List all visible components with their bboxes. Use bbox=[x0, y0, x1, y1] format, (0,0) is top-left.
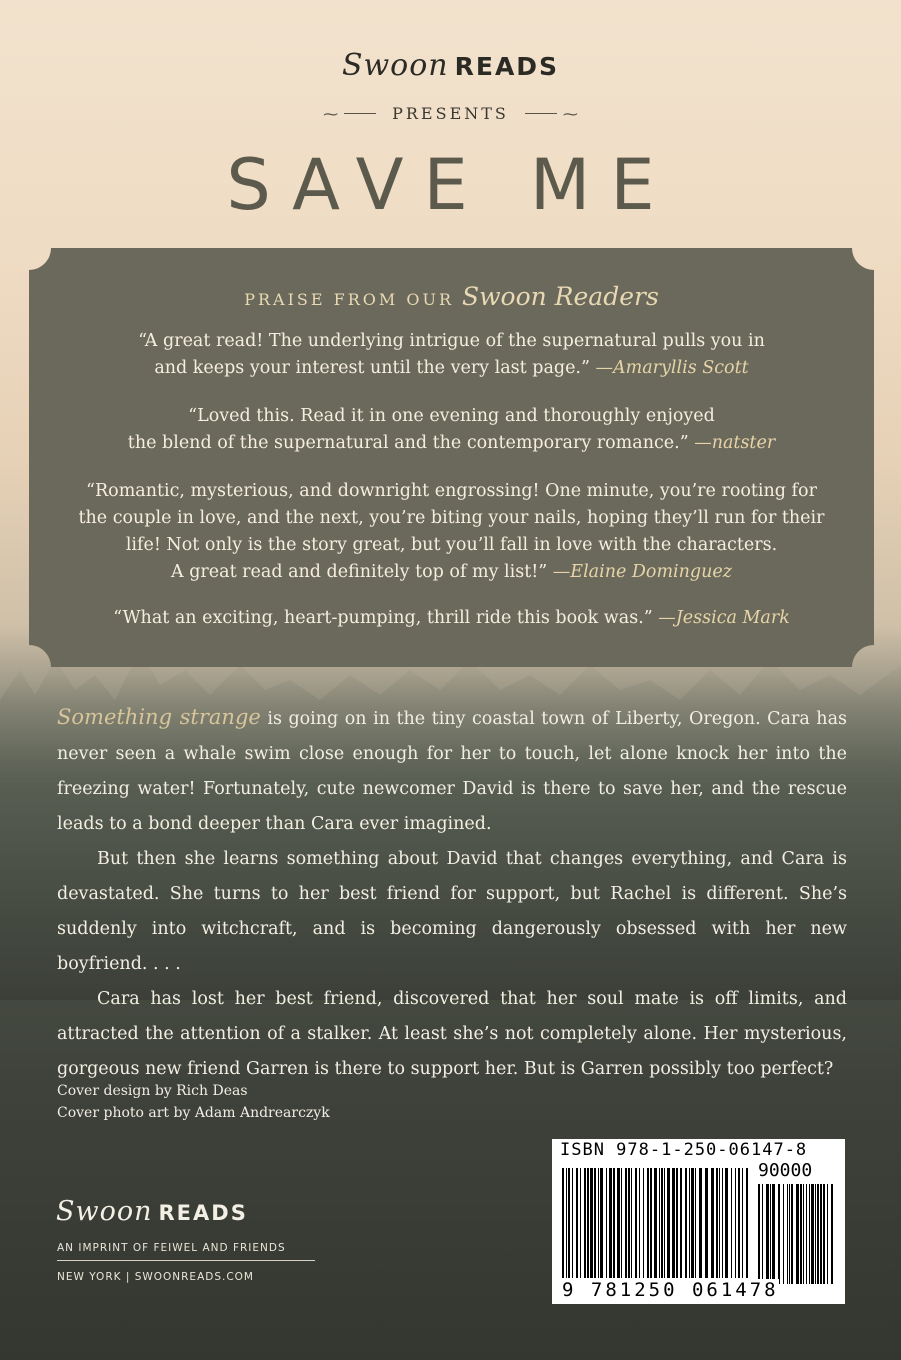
addon-bar bbox=[827, 1184, 828, 1284]
addon-bar bbox=[758, 1184, 760, 1284]
barcode-bar bbox=[695, 1168, 696, 1278]
barcode-bar bbox=[705, 1168, 708, 1278]
barcode-bar bbox=[562, 1168, 564, 1278]
barcode-bar bbox=[735, 1168, 736, 1278]
addon-bar bbox=[803, 1184, 804, 1284]
divider-right bbox=[525, 113, 557, 114]
barcode-bar bbox=[566, 1168, 567, 1278]
barcode-bar bbox=[746, 1168, 748, 1278]
isbn-text: ISBN 978-1-250-06147-8 bbox=[560, 1140, 808, 1160]
barcode-bar bbox=[587, 1168, 589, 1278]
publisher-location: NEW YORK | SWOONREADS.COM bbox=[57, 1271, 254, 1283]
barcode-bar bbox=[691, 1168, 694, 1278]
addon-bar bbox=[831, 1184, 833, 1284]
barcode-bar bbox=[689, 1168, 690, 1278]
addon-bar bbox=[770, 1184, 771, 1284]
quote-line: “What an exciting, heart-pumping, thrill ride this book was.” bbox=[113, 608, 659, 628]
brand-reads-text: READS bbox=[158, 1201, 248, 1225]
barcode-bar bbox=[580, 1168, 581, 1278]
presents-label: PRESENTS bbox=[392, 104, 509, 123]
barcode-bar bbox=[664, 1168, 665, 1278]
barcode-bar bbox=[625, 1168, 627, 1278]
addon-bar bbox=[787, 1184, 788, 1284]
quote-line: “Romantic, mysterious, and downright engrossing! One minute, you’re rooting for bbox=[86, 481, 817, 501]
quote-attribution: —Amaryllis Scott bbox=[595, 358, 749, 378]
barcode-bar bbox=[725, 1168, 728, 1278]
addon-bar bbox=[806, 1184, 807, 1284]
quote-line: the couple in love, and the next, you’re biting your nails, hoping they’ll run for their bbox=[78, 508, 825, 528]
imprint-line: AN IMPRINT OF FEIWEL AND FRIENDS bbox=[57, 1242, 315, 1261]
barcode-bar bbox=[672, 1168, 675, 1278]
book-blurb bbox=[57, 700, 847, 1087]
barcode-bar bbox=[716, 1168, 718, 1278]
quote-line: life! Not only is the story great, but you’ll fall in love with the characters. bbox=[125, 535, 778, 555]
barcode-bar bbox=[650, 1168, 652, 1278]
addon-bar bbox=[823, 1184, 825, 1284]
barcode-bar bbox=[600, 1168, 603, 1278]
quote-attribution: —Elaine Dominguez bbox=[552, 562, 732, 582]
quote-attribution: —natster bbox=[694, 433, 776, 453]
barcode-bar bbox=[609, 1168, 612, 1278]
blurb-paragraph-3: Cara has lost her best friend, discovered that her soul mate is off limits, and attracted the attention of a stalker. At least she’s not completely alone. Her mysterious, gorgeous new friend Garren is there to support her. But is Garren possibly too perfect? bbox=[57, 989, 847, 1079]
barcode-bar bbox=[572, 1168, 573, 1278]
addon-bar bbox=[766, 1184, 769, 1284]
barcode-bar bbox=[742, 1168, 743, 1278]
addon-bar bbox=[796, 1184, 799, 1284]
addon-bar bbox=[789, 1184, 790, 1284]
barcode-bar bbox=[661, 1168, 663, 1278]
blurb-paragraph-2: But then she learns something about David that changes everything, and Cara is devastated. She turns to her best friend for support, but Rachel is different. She’s suddenly into witchcraft, and is becoming dangerously obsessed with her new boyfriend. . . . bbox=[57, 849, 847, 974]
addon-bar bbox=[815, 1184, 816, 1284]
quote-line: A great read and definitely top of my list!” bbox=[171, 562, 553, 582]
presents-row bbox=[0, 104, 901, 123]
addon-bar bbox=[783, 1184, 784, 1284]
addon-bar bbox=[811, 1184, 814, 1284]
quote-line: the blend of the supernatural and the contemporary romance.” bbox=[127, 433, 695, 453]
quote-attribution: —Jessica Mark bbox=[658, 608, 790, 628]
cover-design-credit: Cover design by Rich Deas bbox=[57, 1083, 248, 1099]
barcode-bar bbox=[568, 1168, 570, 1278]
barcode-bar bbox=[639, 1168, 640, 1278]
cover-credits bbox=[57, 1080, 330, 1124]
blurb-text: is going on in the tiny coastal town of Liberty, Oregon. Cara has never seen a whale swim close enough for her to touch, let alone knock her into the freezing water! Fortunately, cute newcomer David is there to save her, and the rescue leads to a bond deeper than Cara ever imagined. bbox=[57, 709, 847, 834]
bottom-brand-logo bbox=[56, 1196, 248, 1227]
barcode-bar bbox=[667, 1168, 670, 1278]
top-brand-logo bbox=[0, 48, 901, 83]
barcode-bar bbox=[738, 1168, 740, 1278]
cover-photo-credit: Cover photo art by Adam Andrearczyk bbox=[57, 1105, 330, 1121]
barcode-bar bbox=[631, 1168, 632, 1278]
barcode-bar bbox=[685, 1168, 687, 1278]
brand-script-text: Swoon bbox=[56, 1196, 153, 1227]
barcode-bar bbox=[594, 1168, 596, 1278]
addon-bar bbox=[817, 1184, 819, 1284]
divider-left bbox=[344, 113, 376, 114]
praise-heading bbox=[29, 282, 874, 311]
barcode-bar bbox=[711, 1168, 714, 1278]
barcode-bar bbox=[731, 1168, 732, 1278]
quote-line: “Loved this. Read it in one evening and thoroughly enjoyed bbox=[188, 406, 715, 426]
barcode-bar bbox=[576, 1168, 578, 1278]
barcode-bar bbox=[699, 1168, 702, 1278]
praise-heading-script: Swoon Readers bbox=[462, 282, 659, 311]
barcode-bar bbox=[584, 1168, 586, 1278]
barcode-bar bbox=[590, 1168, 593, 1278]
price-addon-text: 90000 bbox=[758, 1160, 813, 1181]
addon-bar bbox=[800, 1184, 802, 1284]
barcode-bar bbox=[676, 1168, 678, 1278]
blurb-paragraph-1 bbox=[57, 700, 847, 842]
addon-bar bbox=[809, 1184, 810, 1284]
addon-bar bbox=[820, 1184, 822, 1284]
ean-digits: 9 781250 061478 bbox=[562, 1279, 779, 1301]
barcode-bar bbox=[654, 1168, 657, 1278]
barcode-bar bbox=[613, 1168, 615, 1278]
barcode-bar bbox=[659, 1168, 660, 1278]
barcode-bar bbox=[628, 1168, 630, 1278]
blurb-lead: Something strange bbox=[57, 705, 261, 729]
quote-line: and keeps your interest until the very last page.” bbox=[154, 358, 596, 378]
praise-heading-caps: PRAISE FROM OUR bbox=[244, 290, 454, 309]
addon-bar bbox=[791, 1184, 793, 1284]
brand-script-text: Swoon bbox=[341, 48, 449, 83]
praise-box bbox=[29, 248, 874, 667]
addon-bar bbox=[762, 1184, 763, 1284]
quote-line: “A great read! The underlying intrigue of the supernatural pulls you in bbox=[138, 331, 765, 351]
barcode-bar bbox=[617, 1168, 620, 1278]
barcode-bar bbox=[680, 1168, 682, 1278]
addon-bar bbox=[772, 1184, 775, 1284]
barcode-bar bbox=[635, 1168, 637, 1278]
barcode-bars bbox=[560, 1166, 838, 1286]
book-title: SAVE ME bbox=[226, 144, 675, 226]
addon-bar bbox=[778, 1184, 780, 1284]
flourish-left-icon: ⁓ bbox=[323, 104, 339, 123]
quote-1 bbox=[29, 328, 874, 382]
barcode-bar bbox=[606, 1168, 607, 1278]
barcode-bar bbox=[643, 1168, 644, 1278]
quote-4 bbox=[29, 605, 874, 632]
quote-2 bbox=[29, 403, 874, 457]
barcode-bar bbox=[722, 1168, 723, 1278]
flourish-right-icon: ⁓ bbox=[562, 104, 578, 123]
barcode-bar bbox=[621, 1168, 622, 1278]
quote-3 bbox=[29, 478, 874, 586]
barcode-bar bbox=[598, 1168, 599, 1278]
brand-reads-text: READS bbox=[454, 52, 560, 81]
barcode-bar bbox=[719, 1168, 720, 1278]
barcode-bar bbox=[647, 1168, 649, 1278]
